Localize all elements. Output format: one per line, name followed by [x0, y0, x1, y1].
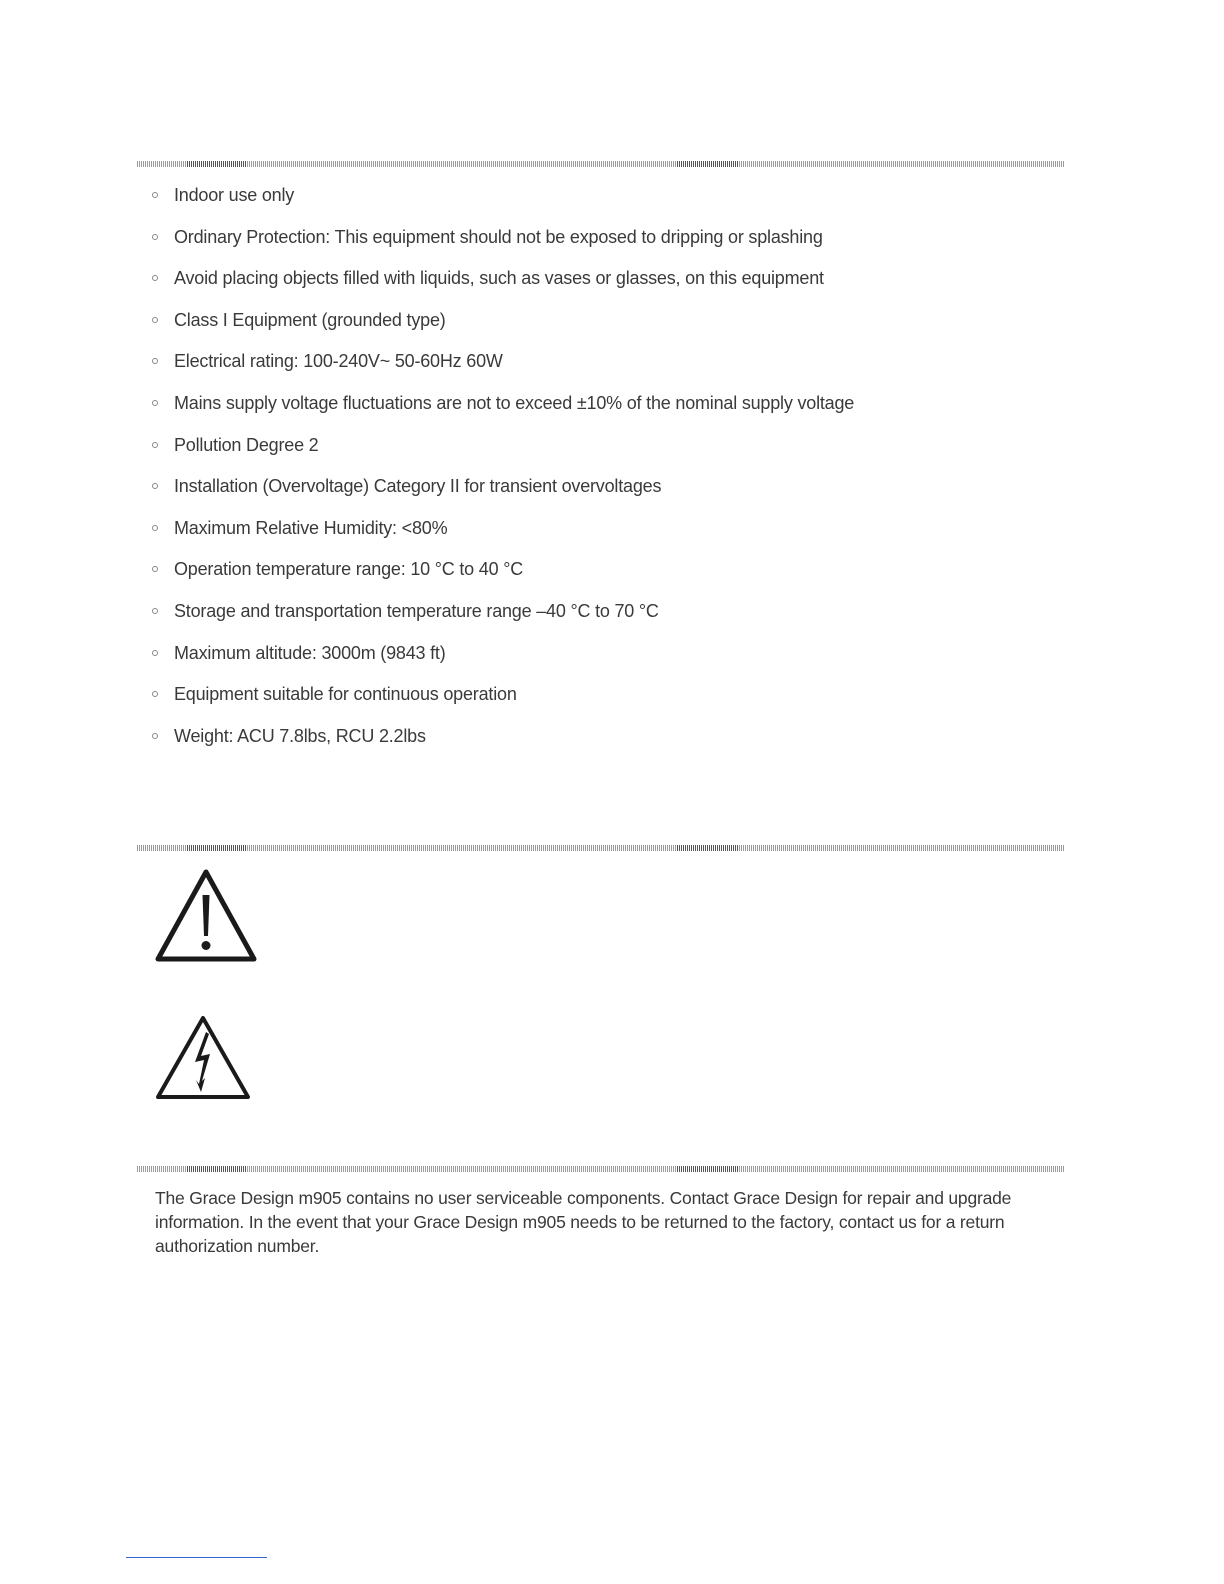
list-item: Ordinary Protection: This equipment should not be exposed to dripping or splashing: [152, 222, 854, 264]
bullet-icon: [152, 234, 158, 240]
bullet-icon: [152, 317, 158, 323]
bullet-icon: [152, 358, 158, 364]
bullet-icon: [152, 608, 158, 614]
bullet-icon: [152, 400, 158, 406]
list-item: Indoor use only: [152, 180, 854, 222]
list-item: Storage and transportation temperature range –40 °C to 70 °C: [152, 596, 854, 638]
list-item: Maximum Relative Humidity: <80%: [152, 513, 854, 555]
list-item: Installation (Overvoltage) Category II for transient overvoltages: [152, 471, 854, 513]
bullet-icon: [152, 525, 158, 531]
list-item: Class I Equipment (grounded type): [152, 305, 854, 347]
bullet-icon: [152, 275, 158, 281]
bullet-icon: [152, 192, 158, 198]
bullet-icon: [152, 442, 158, 448]
list-item: Operation temperature range: 10 °C to 40 °C: [152, 554, 854, 596]
bullet-icon: [152, 650, 158, 656]
list-item: Electrical rating: 100-240V~ 50-60Hz 60W: [152, 346, 854, 388]
list-item: Maximum altitude: 3000m (9843 ft): [152, 638, 854, 680]
section-divider-specs: [137, 161, 1065, 167]
footer-rule: [126, 1557, 267, 1558]
specifications-list: [152, 180, 854, 762]
bullet-icon: [152, 483, 158, 489]
service-notice: The Grace Design m905 contains no user serviceable components. Contact Grace Design for repair and upgrade information. In the event that your Grace Design m905 needs to be returned to the factory, contact us for a return authorization number.: [155, 1188, 1012, 1256]
exclamation-warning-icon: [154, 868, 258, 964]
section-divider-service: [137, 1166, 1065, 1172]
section-divider-warnings: [137, 845, 1065, 851]
bullet-icon: [152, 691, 158, 697]
bullet-icon: [152, 733, 158, 739]
list-item: Avoid placing objects filled with liquids, such as vases or glasses, on this equipment: [152, 263, 854, 305]
list-item: Weight: ACU 7.8lbs, RCU 2.2lbs: [152, 721, 854, 763]
list-item: Mains supply voltage fluctuations are not to exceed ±10% of the nominal supply voltage: [152, 388, 854, 430]
list-item: Equipment suitable for continuous operation: [152, 679, 854, 721]
bullet-icon: [152, 566, 158, 572]
electrical-shock-warning-icon: [154, 1014, 252, 1102]
list-item: Pollution Degree 2: [152, 430, 854, 472]
